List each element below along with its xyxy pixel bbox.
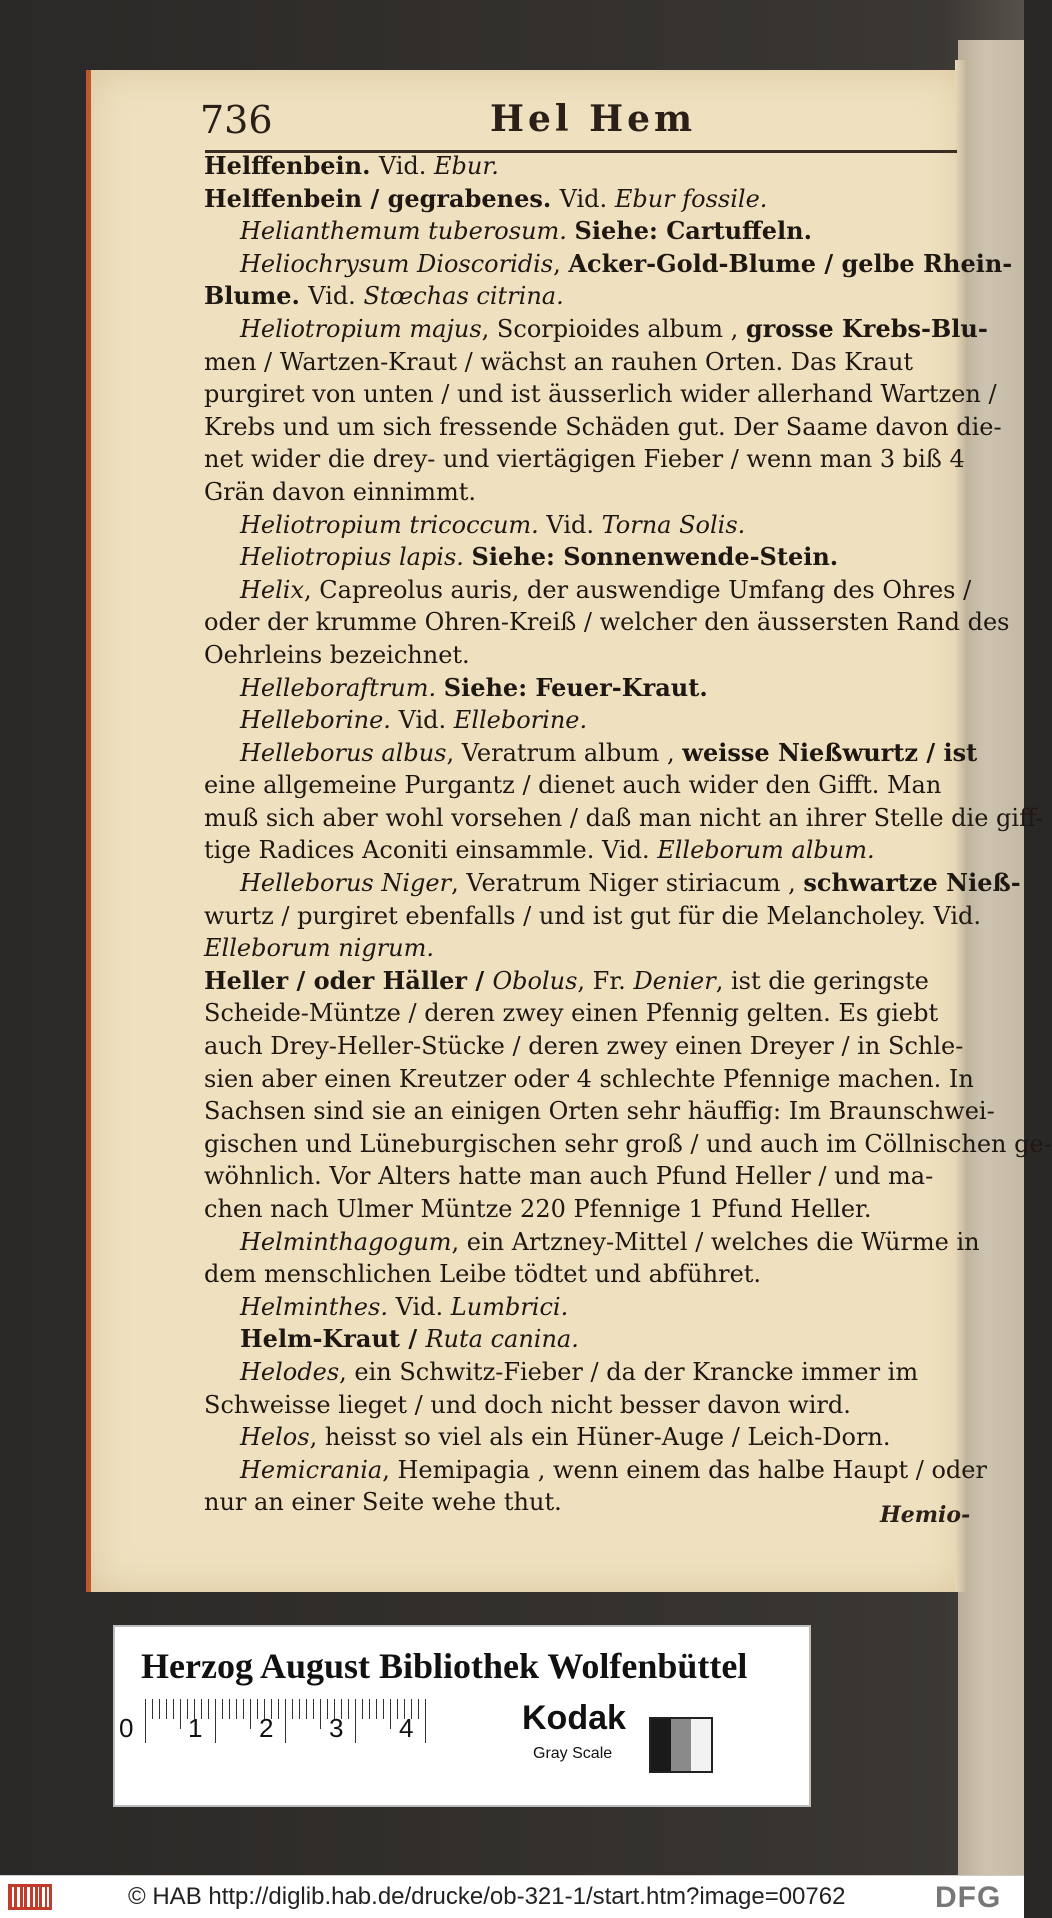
- ruler-tick: [243, 1699, 244, 1719]
- page-header: [200, 98, 960, 146]
- ruler-tick: [299, 1699, 300, 1719]
- ruler-tick: [180, 1699, 181, 1729]
- entry-text: men / Wartzen-Kraut / wächst an rauhen Orten. Das Kraut: [204, 347, 914, 376]
- swatch-mid: [671, 1719, 691, 1771]
- latin-term: Heliotropium tricoccum.: [240, 510, 547, 539]
- text-line: [204, 965, 956, 998]
- ruler-number: 3: [329, 1713, 344, 1743]
- entry-text: Oehrleins bezeichnet.: [204, 640, 470, 669]
- ruler-tick: [425, 1699, 426, 1743]
- entry-text: wurtz / purgiret ebenfalls / und ist gut für die Melancholey. Vid.: [204, 901, 982, 930]
- latin-term: Helleborus Niger: [240, 869, 452, 898]
- entry-text: Krebs und um sich fressende Schäden gut. Der Saame davon die-: [204, 412, 1002, 441]
- latin-term: Helleborine.: [240, 706, 399, 735]
- text-line: [204, 1160, 956, 1193]
- text-line: [204, 1128, 1052, 1161]
- latin-term: Elleborum album.: [657, 836, 875, 865]
- page-number: 736: [200, 98, 273, 142]
- ruler-tick: [208, 1699, 209, 1719]
- entry-text: Sachsen sind sie an einigen Orten sehr häuffig: Im Braunschwei-: [204, 1097, 995, 1126]
- latin-term: Helodes: [240, 1357, 340, 1386]
- ruler-tick: [250, 1699, 251, 1729]
- text-line: [204, 574, 972, 607]
- latin-term: Stœchas citrina.: [363, 282, 564, 311]
- ruler-tick: [229, 1699, 230, 1719]
- entry-text: Vid.: [395, 1292, 451, 1321]
- entry-text: Schweisse lieget / und doch nicht besser davon wird.: [204, 1390, 851, 1419]
- latin-term: Torna Solis.: [601, 510, 746, 539]
- text-line: [204, 1486, 956, 1519]
- text-line: [204, 997, 956, 1030]
- text-line: [204, 280, 956, 313]
- headword: Heller / oder Häller /: [204, 965, 493, 995]
- entry-text: Vid.: [602, 836, 658, 865]
- text-line: [204, 411, 1002, 444]
- ruler-number: 1: [188, 1713, 203, 1743]
- ruler-tick: [327, 1699, 328, 1719]
- entry-text: nur an einer Seite wehe thut.: [204, 1488, 562, 1517]
- latin-term: Lumbrici.: [450, 1292, 569, 1321]
- text-line: [204, 150, 956, 183]
- text-line: [204, 1323, 956, 1356]
- latin-term: Helminthes.: [240, 1292, 396, 1321]
- text-line: [204, 1389, 956, 1422]
- text-line: [204, 900, 982, 933]
- latin-term: Elleborum nigrum.: [204, 934, 435, 963]
- ruler-tick: [222, 1699, 223, 1719]
- entry-text: oder der krumme Ohren-Kreiß / welcher den äussersten Rand des: [204, 608, 1010, 637]
- entry-text: , Hemipagia , wenn einem das halbe Haupt / oder: [382, 1455, 987, 1484]
- latin-term: Helos: [240, 1423, 310, 1452]
- entry-text: dem menschlichen Leibe tödtet und abführet.: [204, 1260, 762, 1289]
- ruler-tick: [418, 1699, 419, 1719]
- ruler-tick: [236, 1699, 237, 1719]
- library-name: Herzog August Bibliothek Wolfenbüttel: [141, 1646, 748, 1686]
- entry-text: ,: [553, 249, 569, 278]
- text-line: [204, 704, 956, 737]
- text-line: [204, 1193, 956, 1226]
- ruler-tick: [159, 1699, 160, 1719]
- running-head: Hel Hem: [490, 98, 697, 140]
- ruler-tick: [215, 1699, 216, 1743]
- text-line: [204, 737, 978, 770]
- dfg-logo: DFG: [935, 1881, 1002, 1914]
- headword: schwartze Nieß-: [803, 868, 1021, 898]
- ruler-number: 0: [119, 1713, 134, 1743]
- ruler-tick: [376, 1699, 377, 1719]
- text-line: [204, 867, 1021, 900]
- entry-text: gischen und Lüneburgischen sehr groß / und auch im Cöllnischen ge-: [204, 1129, 1052, 1158]
- entry-text: , Capreolus auris, der auswendige Umfang des Ohres /: [304, 575, 972, 604]
- headword: weisse Nießwurtz / ist: [682, 737, 978, 767]
- headword: Blume.: [204, 281, 309, 311]
- latin-term: Helianthemum tuberosum.: [240, 217, 575, 246]
- entry-text: wöhnlich. Vor Alters hatte man auch Pfund Heller / und ma-: [204, 1162, 934, 1191]
- entry-text: Vid.: [559, 184, 615, 213]
- ruler-tick: [397, 1699, 398, 1719]
- ruler-tick: [369, 1699, 370, 1719]
- footer-bar: [0, 1875, 1024, 1918]
- entry-text: Scheide-Müntze / deren zwey einen Pfennig gelten. Es giebt: [204, 999, 939, 1028]
- latin-term: Hemicrania: [240, 1455, 383, 1484]
- swatch-light: [691, 1719, 711, 1771]
- entry-text: net wider die drey- und viertägigen Fieber / wenn man 3 biß 4: [204, 445, 965, 474]
- text-line: [204, 1421, 956, 1454]
- entry-text: eine allgemeine Purgantz / dienet auch wider den Gifft. Man: [204, 771, 942, 800]
- latin-term: Obolus: [492, 966, 578, 995]
- text-line: [204, 1291, 956, 1324]
- kodak-logo: Kodak: [522, 1699, 626, 1737]
- text-line: [204, 1258, 956, 1291]
- text-line: [204, 313, 988, 346]
- ruler-tick: [292, 1699, 293, 1719]
- headword: Siehe: Feuer-Kraut.: [443, 672, 708, 702]
- gray-swatches: [649, 1717, 713, 1773]
- text-line: [204, 215, 956, 248]
- entry-text: purgiret von unten / und ist äusserlich wider allerhand Wartzen /: [204, 380, 997, 409]
- latin-term: Ebur.: [434, 152, 499, 180]
- gray-scale-label: Gray Scale: [533, 1745, 613, 1762]
- text-line: [204, 346, 956, 379]
- ruler-tick: [285, 1699, 286, 1743]
- dictionary-entries: [204, 150, 1052, 1519]
- entry-text: auch Drey-Heller-Stücke / deren zwey einen Dreyer / in Schle-: [204, 1032, 964, 1061]
- text-line: [204, 1063, 974, 1096]
- ruler-number: 4: [399, 1713, 414, 1743]
- ruler-tick: [348, 1699, 349, 1719]
- latin-term: Elleborine.: [453, 706, 588, 735]
- ruler-tick: [166, 1699, 167, 1719]
- entry-text: , Scorpioides album ,: [481, 314, 746, 343]
- headword: Siehe: Cartuffeln.: [574, 216, 812, 246]
- text-line: [204, 1226, 980, 1259]
- text-line: [204, 1030, 964, 1063]
- ruler-tick: [362, 1699, 363, 1719]
- latin-term: Heliotropium majus: [240, 314, 482, 343]
- ruler-tick: [145, 1699, 146, 1743]
- entry-text: , ein Schwitz-Fieber / da der Krancke immer im: [339, 1357, 919, 1386]
- text-line: [204, 476, 956, 509]
- entry-text: , Fr.: [577, 966, 634, 995]
- entry-text: , heisst so viel als ein Hüner-Auge / Leich-Dorn.: [309, 1423, 891, 1452]
- text-line: [204, 802, 1044, 835]
- latin-term: Helleboraftrum.: [240, 673, 444, 702]
- entry-text: tige Radices Aconiti einsammle.: [204, 836, 602, 865]
- ruler-tick: [257, 1699, 258, 1719]
- ruler-tick: [390, 1699, 391, 1729]
- text-line: [204, 639, 956, 672]
- entry-text: , ein Artzney-Mittel / welches die Würme in: [451, 1227, 980, 1256]
- headword: Acker-Gold-Blume / gelbe Rhein-: [568, 248, 1013, 278]
- headword: Siehe: Sonnenwende-Stein.: [471, 542, 839, 572]
- latin-term: Ruta canina.: [425, 1325, 579, 1354]
- text-line: [204, 606, 1010, 639]
- text-line: [204, 1095, 995, 1128]
- ruler-tick: [313, 1699, 314, 1719]
- entry-text: , Veratrum album ,: [446, 738, 683, 767]
- ruler-number: 2: [259, 1713, 274, 1743]
- catchword: Hemio-: [880, 1502, 971, 1528]
- entry-text: , ist die geringste: [715, 966, 929, 995]
- text-line: [204, 248, 1013, 281]
- headword: Helffenbein / gegrabenes.: [204, 183, 560, 213]
- latin-term: Denier: [633, 966, 716, 995]
- headword: grosse Krebs-Blu-: [745, 313, 988, 343]
- color-calibration-card: [113, 1625, 811, 1807]
- text-line: [204, 834, 956, 867]
- latin-term: Heliotropius lapis.: [240, 543, 472, 572]
- text-line: [204, 443, 965, 476]
- ruler-tick: [278, 1699, 279, 1719]
- entry-text: , Veratrum Niger stiriacum ,: [451, 869, 804, 898]
- copyright-url[interactable]: © HAB http://diglib.hab.de/drucke/ob-321-1/start.htm?image=00762: [128, 1883, 846, 1910]
- latin-term: Heliochrysum Dioscoridis: [240, 249, 554, 278]
- text-line: [204, 183, 956, 216]
- text-line: [204, 1454, 987, 1487]
- text-line: [204, 1356, 956, 1389]
- ruler-tick: [355, 1699, 356, 1743]
- latin-term: Helminthagogum: [240, 1227, 452, 1256]
- entry-text: Vid.: [378, 152, 435, 180]
- entry-text: muß sich aber wohl vorsehen / daß man nicht an ihrer Stelle die giff-: [204, 803, 1044, 832]
- latin-term: Helix: [240, 575, 305, 604]
- headword: Helffenbein.: [204, 151, 379, 180]
- barcode-icon: [8, 1884, 52, 1910]
- ruler-tick: [306, 1699, 307, 1719]
- text-line: [204, 769, 956, 802]
- text-line: [204, 378, 997, 411]
- ruler-tick: [152, 1699, 153, 1719]
- entry-text: chen nach Ulmer Müntze 220 Pfennige 1 Pfund Heller.: [204, 1195, 872, 1223]
- ruler-tick: [173, 1699, 174, 1719]
- latin-term: Ebur fossile.: [614, 184, 768, 213]
- entry-text: Vid.: [398, 706, 454, 735]
- headword: Helm-Kraut /: [240, 1324, 426, 1354]
- ruler-tick: [383, 1699, 384, 1719]
- latin-term: Helleborus albus: [240, 738, 447, 767]
- entry-text: Grän davon einnimmt.: [204, 477, 477, 506]
- text-line: [204, 541, 956, 574]
- text-line: [204, 509, 956, 542]
- swatch-dark: [651, 1719, 671, 1771]
- ruler-tick: [320, 1699, 321, 1729]
- entry-text: sien aber einen Kreutzer oder 4 schlechte Pfennige machen. In: [204, 1064, 974, 1093]
- entry-text: Vid.: [546, 510, 602, 539]
- entry-text: Vid.: [308, 282, 364, 311]
- text-line: [204, 672, 956, 705]
- text-line: [204, 932, 956, 965]
